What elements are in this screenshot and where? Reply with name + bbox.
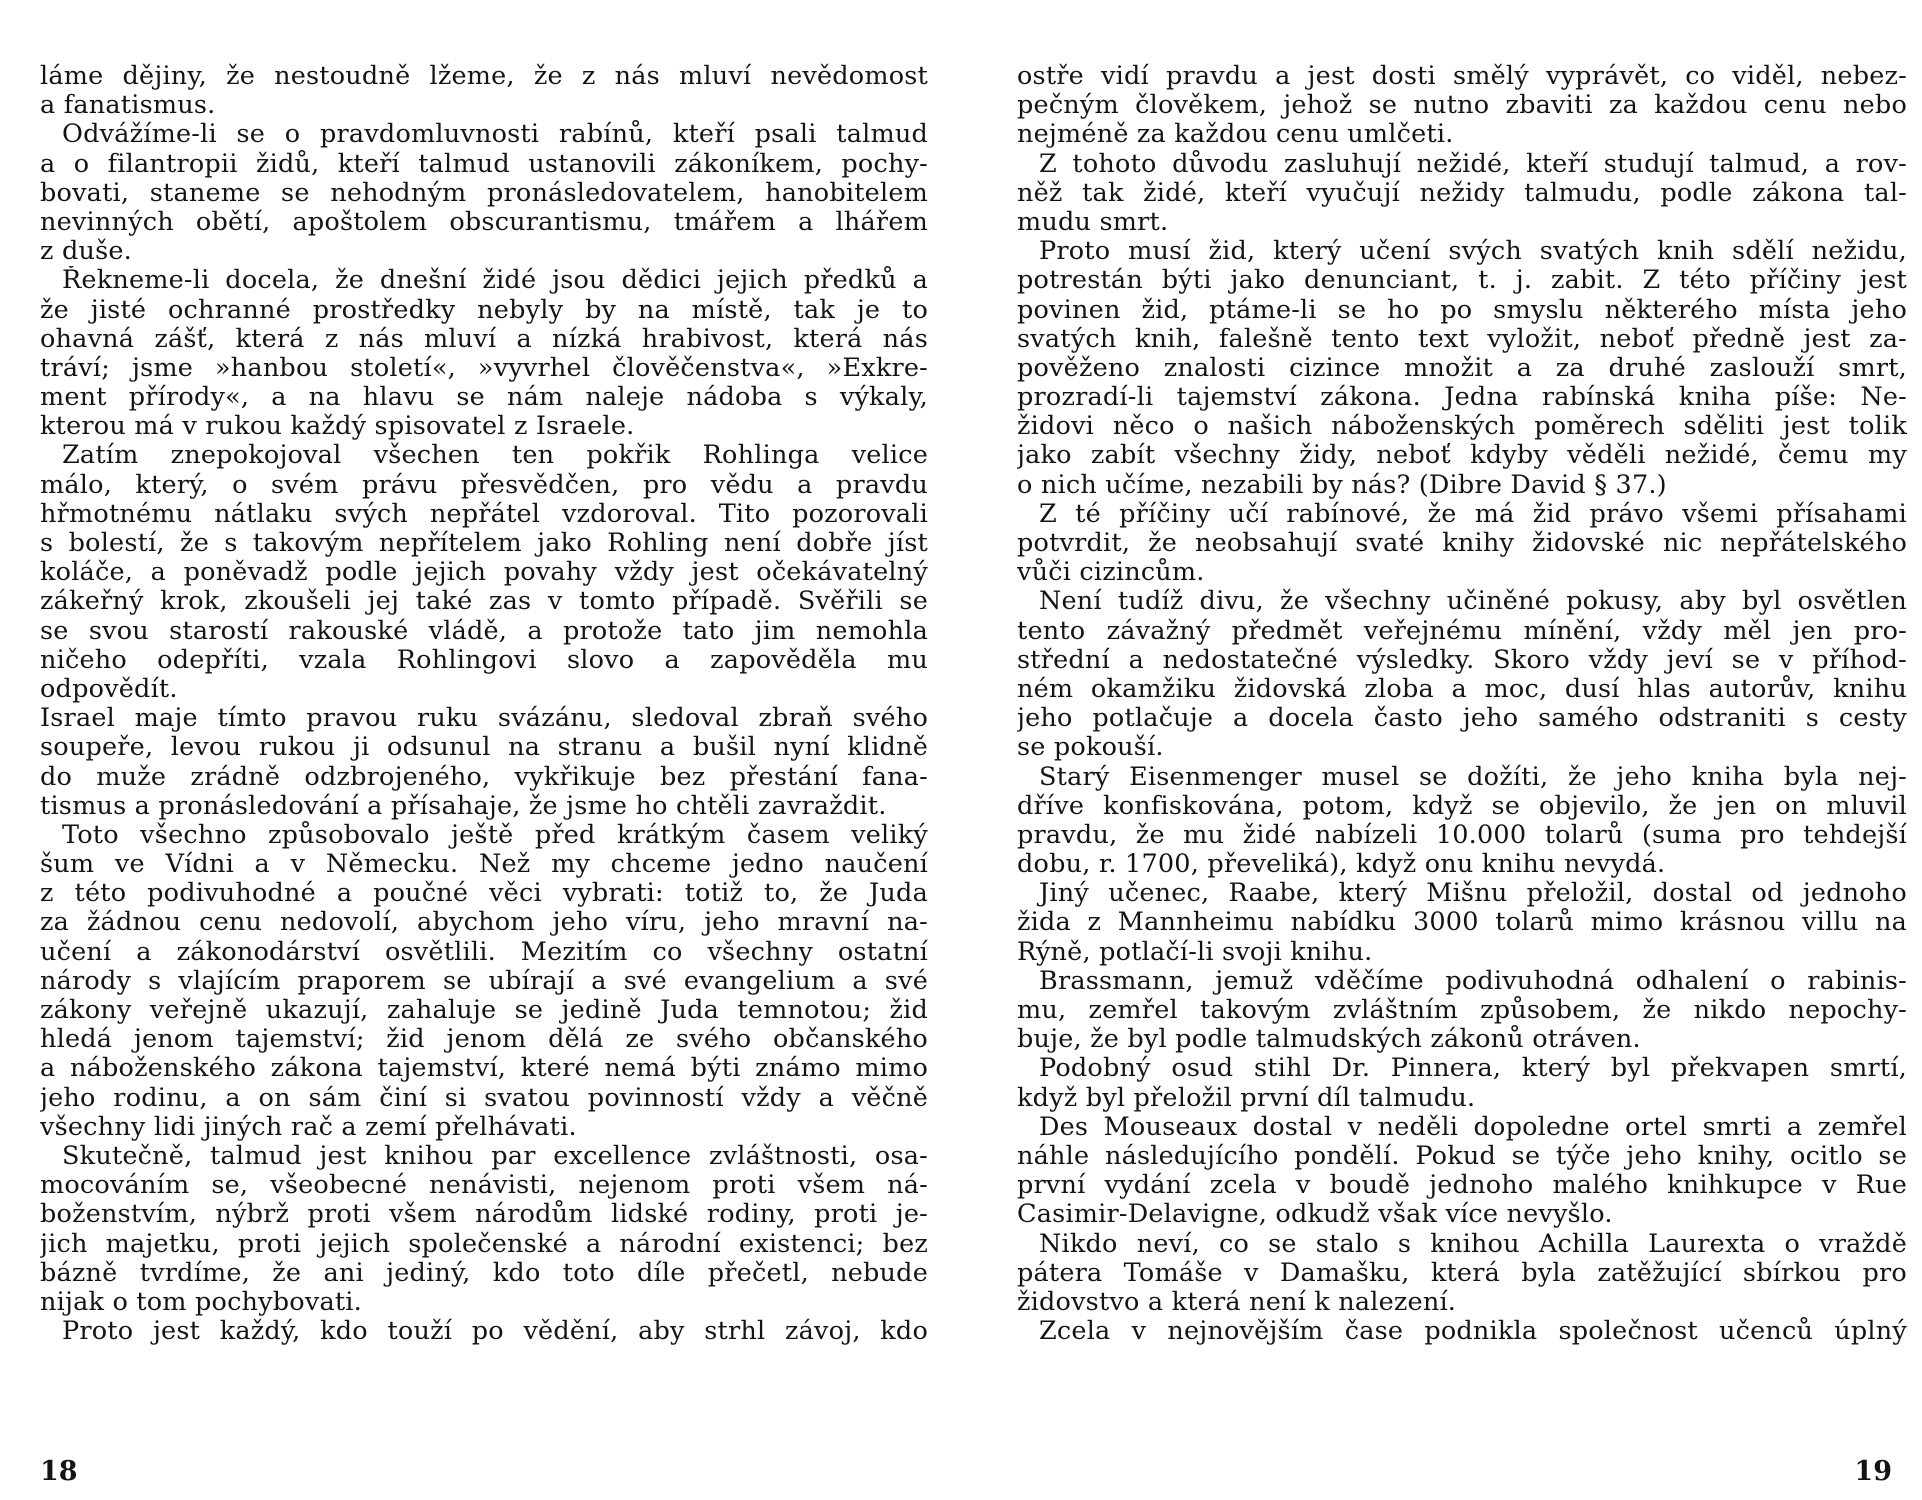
text-line: zákony veřejně ukazují, zahaluje se jedině Juda temnotou; žid (40, 996, 928, 1025)
text-line: ment přírody«, a na hlavu se nám naleje nádoba s výkaly, (40, 383, 928, 413)
text-line: Des Mouseaux dostal v neděli dopoledne ortel smrti a zemřel (1039, 1112, 1907, 1142)
text-line: povinen žid, ptáme-li se ho po smyslu některého místa jeho (1017, 295, 1907, 325)
text-line: Rýně, potlačí-li svoji knihu. (1017, 937, 1373, 967)
text-line: bovati, staneme se nehodným pronásledovatelem, hanobitelem (40, 178, 928, 208)
text-line: a o filantropii židů, kteří talmud ustanovili zákoníkem, pochy- (40, 149, 928, 179)
text-line: ohavná zášť, která z nás mluví a nízká hrabivost, která nás (40, 324, 928, 354)
text-line: do muže zrádně odzbrojeného, vykřikuje bez přestání fana- (40, 762, 928, 792)
text-line: nejméně za každou cenu umlčeti. (1017, 120, 1454, 150)
text-line: láme dějiny, že nestoudně lžeme, že z nás mluví nevědomost (40, 62, 928, 91)
text-line: mu, zemřel takovým zvláštním způsobem, že nikdo nepochy- (1017, 996, 1907, 1025)
text-line: se pokouší. (1017, 733, 1164, 763)
text-line: hledá jenom tajemství; žid jenom dělá ze svého občanského (40, 1025, 928, 1055)
text-line: jako zabít všechny židy, neboť kdyby věděli nežidé, čemu my (1017, 441, 1907, 471)
text-line: hřmotnému nátlaku svých nepřátel vzdoroval. Tito pozorovali (40, 499, 928, 529)
text-line: Casimir-Delavigne, odkudž však více nevyšlo. (1017, 1200, 1613, 1230)
text-line: ostře vidí pravdu a jest dosti smělý vyprávět, co viděl, nebez- (1017, 62, 1907, 91)
text-line: šum ve Vídni a v Německu. Než my chceme jedno naučení (40, 850, 928, 880)
text-line: jeho rodinu, a on sám činí si svatou povinností vždy a věčně (40, 1083, 928, 1113)
text-line: pečným člověkem, jehož se nutno zbaviti za každou cenu nebo (1017, 91, 1907, 121)
text-line: mocováním se, všeobecné nenávisti, nejenom proti všem ná- (40, 1171, 928, 1201)
text-line: bázně tvrdíme, že ani jediný, kdo toto díle přečetl, nebude (40, 1258, 928, 1288)
text-line: židovstvo a která není k nalezení. (1017, 1287, 1457, 1317)
text-line: židovi něco o našich náboženských poměrech sděliti jest tolik (1017, 412, 1907, 442)
text-line: pravdu, že mu židé nabízeli 10.000 tolarů (suma pro tehdejší (1017, 820, 1907, 850)
text-line: se svou starostí rakouské vládě, a protože tato jim nemohla (40, 616, 928, 646)
right-page-text (1017, 62, 1907, 1346)
text-line: a náboženského zákona tajemství, které nemá býti známo mimo (40, 1054, 928, 1084)
text-line: zákeřný krok, zkoušeli jej také zas v tomto případě. Svěřili se (40, 587, 928, 617)
text-line: z duše. (40, 237, 132, 267)
text-line: když byl přeložil první díl talmudu. (1017, 1083, 1476, 1113)
text-line: soupeře, levou rukou ji odsunul na stranu a bušil nyní klidně (40, 733, 928, 763)
text-line: buje, že byl podle talmudských zákonů otráven. (1017, 1025, 1641, 1055)
text-line: že jisté ochranné prostředky nebyly by na místě, tak je to (40, 295, 928, 325)
text-line: první vydání zcela v boudě jednoho malého knihkupce v Rue (1017, 1171, 1907, 1201)
text-line: z této podivuhodné a poučné věci vybrati: totiž to, že Juda (40, 879, 928, 909)
text-line: Není tudíž divu, že všechny učiněné pokusy, aby byl osvětlen (1039, 587, 1907, 617)
text-line: svatých knih, falešně tento text vyložit, neboť předně jest za- (1017, 324, 1907, 354)
right-page (961, 0, 1922, 1500)
text-line: jeho potlačuje a docela často jeho samého odstraniti s cesty (1017, 704, 1907, 734)
text-line: Israel maje tímto pravou ruku svázánu, sledoval zbraň svého (40, 704, 928, 734)
text-line: potrestán býti jako denunciant, t. j. zabit. Z této příčiny jest (1017, 266, 1907, 296)
page-number-left: 18 (40, 1456, 78, 1487)
text-line: Z tohoto důvodu zasluhují nežidé, kteří studují talmud, a rov- (1039, 149, 1907, 179)
text-line: nevinných obětí, apoštolem obscurantismu, tmářem a lhářem (40, 207, 928, 237)
text-line: tento závažný předmět veřejnému mínění, vždy měl jen pro- (1017, 616, 1907, 646)
text-line: Zcela v nejnovějším čase podnikla společnost učenců úplný (1039, 1317, 1907, 1347)
text-line: jich majetku, proti jejich společenské a národní existenci; bez (40, 1229, 928, 1259)
text-line: pověženo znalosti cizince množit a za druhé zaslouží smrt, (1017, 353, 1907, 383)
text-line: Podobný osud stihl Dr. Pinnera, který byl překvapen smrtí, (1039, 1054, 1907, 1084)
text-line: tismus a pronásledování a přísahaje, že jsme ho chtěli zavraždit. (40, 791, 887, 821)
text-line: dobu, r. 1700, převeliká), když onu knihu nevydá. (1017, 850, 1666, 880)
text-line: Z té příčiny učí rabínové, že má žid právo všemi přísahami (1039, 499, 1907, 529)
text-line: kterou má v rukou každý spisovatel z Israele. (40, 412, 635, 442)
text-line: Odvážíme-li se o pravdomluvnosti rabínů, kteří psali talmud (62, 120, 928, 150)
text-line: prozradí-li tajemství zákona. Jedna rabínská kniha píše: Ne- (1017, 383, 1907, 413)
text-line: Skutečně, talmud jest knihou par excellence zvláštnosti, osa- (62, 1141, 928, 1171)
text-line: mudu smrt. (1017, 207, 1169, 237)
text-line: pátera Tomáše v Damašku, která byla zatěžující sbírkou pro (1017, 1258, 1907, 1288)
text-line: Toto všechno způsobovalo ještě před krátkým časem veliký (62, 820, 928, 850)
text-line: něž tak židé, kteří vyučují nežidy talmudu, podle zákona tal- (1017, 178, 1907, 208)
text-line: Proto musí žid, který učení svých svatých knih sdělí nežidu, (1039, 237, 1907, 267)
text-line: Jiný učenec, Raabe, který Mišnu přeložil, dostal od jednoho (1039, 879, 1907, 909)
text-line: Řekneme-li docela, že dnešní židé jsou dědici jejich předků a (62, 266, 928, 296)
text-line: vůči cizincům. (1017, 558, 1205, 588)
text-line: dříve konfiskována, potom, když se objevilo, že jen on mluvil (1017, 791, 1907, 821)
text-line: Nikdo neví, co se stalo s knihou Achilla Laurexta o vraždě (1039, 1229, 1907, 1259)
text-line: boženstvím, nýbrž proti všem národům lidské rodiny, proti je- (40, 1200, 928, 1230)
text-line: za žádnou cenu nedovolí, abychom jeho víru, jeho mravní na- (40, 908, 928, 938)
text-line: koláče, a poněvadž podle jejich povahy vždy jest očekávatelný (40, 558, 928, 588)
text-line: střední a nedostatečné výsledky. Skoro vždy jeví se v příhod- (1017, 645, 1907, 675)
text-line: tráví; jsme »hanbou století«, »vyvrhel člověčenstva«, »Exkre- (40, 353, 928, 383)
text-line: národy s vlajícím praporem se ubírají a své evangelium a své (40, 966, 928, 996)
text-line: Starý Eisenmenger musel se dožíti, že jeho kniha byla nej- (1039, 762, 1907, 792)
text-line: nijak o tom pochybovati. (40, 1287, 362, 1317)
text-line: o nich učíme, nezabili by nás? (Dibre David § 37.) (1017, 470, 1667, 500)
text-line: s bolestí, že s takovým nepřítelem jako Rohling není dobře jíst (40, 529, 928, 558)
page-number-right: 19 (1854, 1456, 1892, 1487)
text-line: Brassmann, jemuž vděčíme podivuhodná odhalení o rabinis- (1039, 966, 1907, 996)
text-line: potvrdit, že neobsahují svaté knihy židovské nic nepřátelského (1017, 529, 1907, 558)
text-line: ném okamžiku židovská zloba a moc, dusí hlas autorův, knihu (1017, 674, 1907, 704)
text-line: žida z Mannheimu nabídku 3000 tolarů mimo krásnou villu na (1017, 908, 1907, 938)
text-line: ničeho odepříti, vzala Rohlingovi slovo a zapověděla mu (40, 645, 928, 675)
left-page-text (40, 62, 928, 1346)
text-line: všechny lidi jiných rač a zemí přelhávati. (40, 1112, 577, 1142)
text-line: málo, který, o svém právu přesvědčen, pro vědu a pravdu (40, 470, 928, 500)
text-line: náhle následujícího pondělí. Pokud se týče jeho knihy, ocitlo se (1017, 1141, 1907, 1171)
text-line: učení a zákonodárství osvětlili. Mezitím co všechny ostatní (40, 937, 928, 967)
text-line: Proto jest každý, kdo touží po vědění, aby strhl závoj, kdo (62, 1317, 928, 1347)
text-line: Zatím znepokojoval všechen ten pokřik Rohlinga velice (62, 441, 928, 471)
text-line: odpovědít. (40, 674, 178, 704)
text-line: a fanatismus. (40, 91, 216, 121)
